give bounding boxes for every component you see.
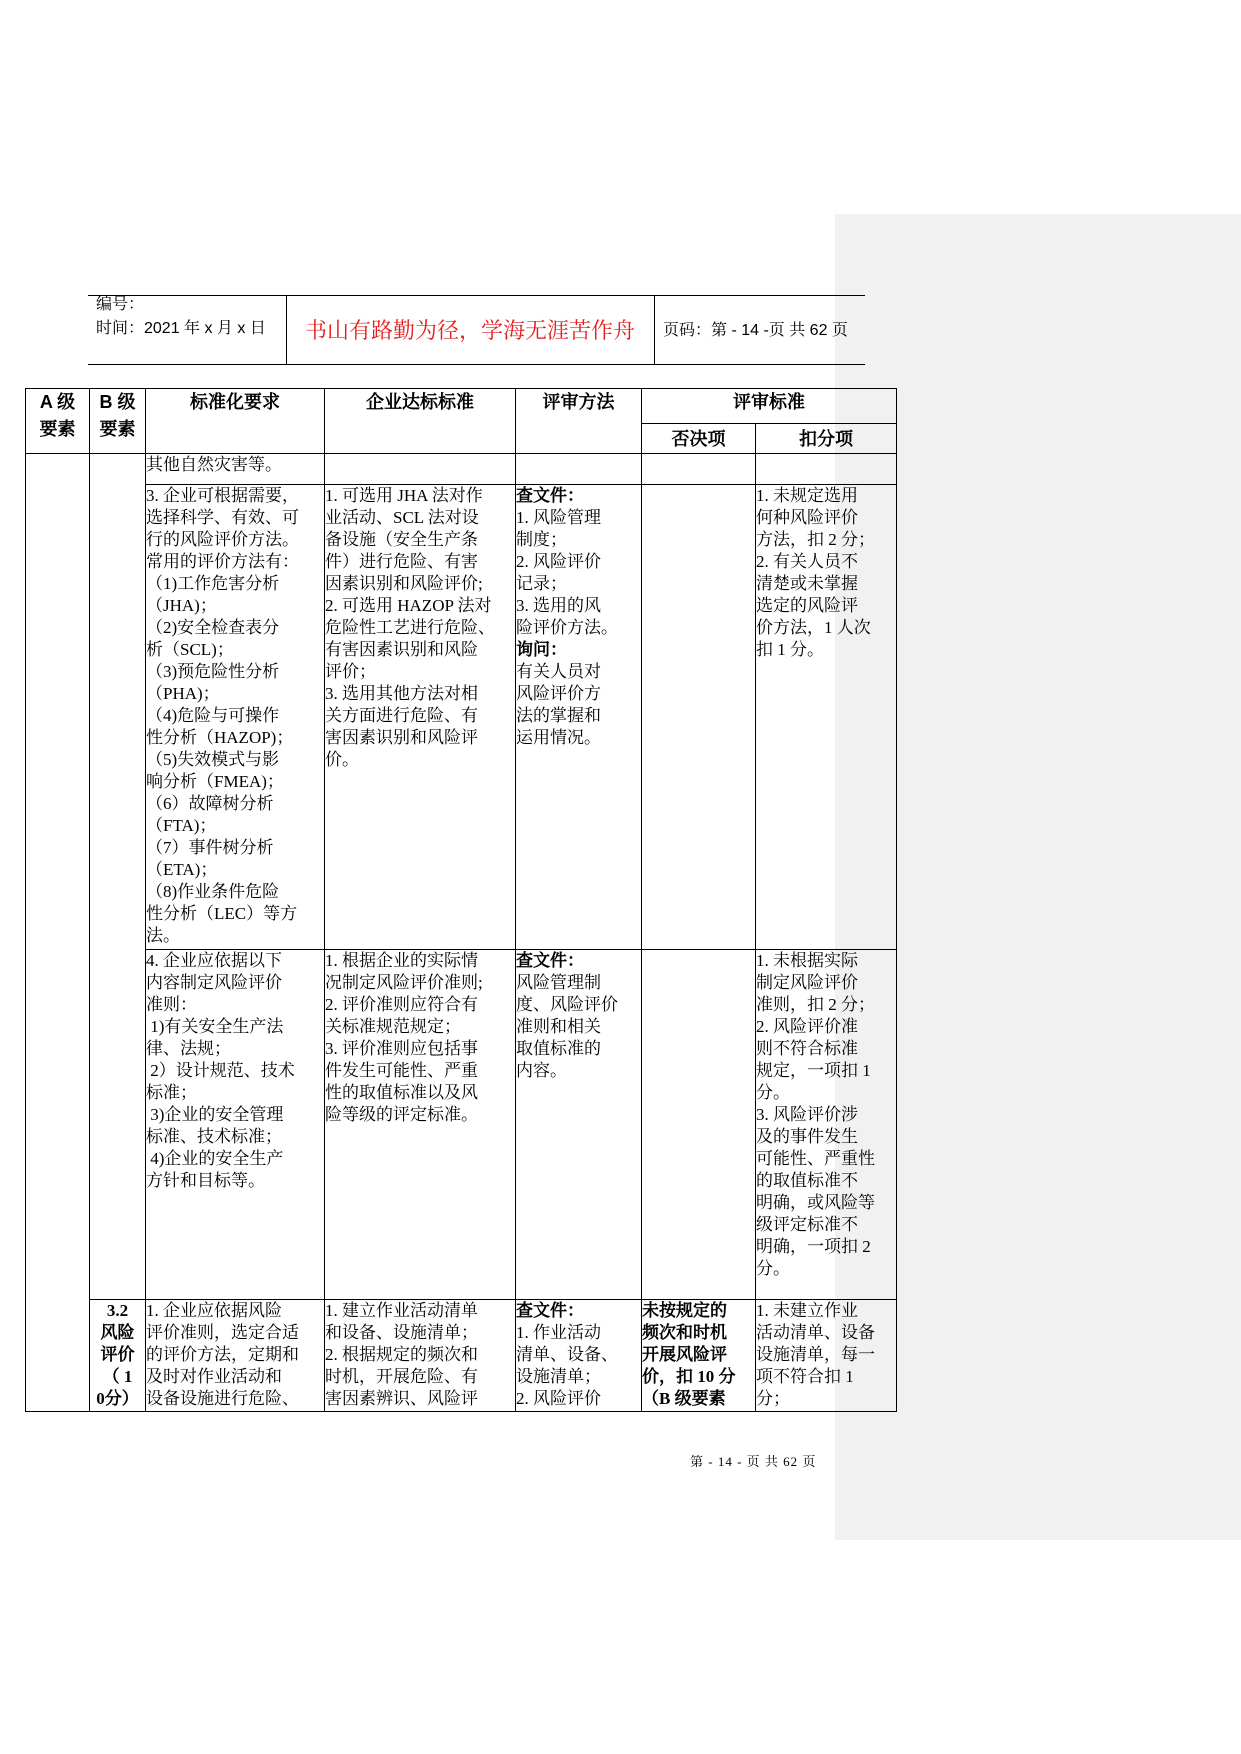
cell-text-line: 2. 有关人员不 xyxy=(756,552,858,571)
veto-cell xyxy=(642,454,756,485)
b-element-cell xyxy=(90,454,146,1300)
review-standard-table xyxy=(25,388,897,1412)
header-a-level-line: A 级 xyxy=(39,392,76,412)
cell-text-line: 制定风险评价 xyxy=(756,973,858,992)
b-element-cell xyxy=(90,1300,146,1412)
cell-text-line: 分。 xyxy=(756,1259,790,1278)
cell-text-line: 方法，扣 2 分； xyxy=(756,530,875,549)
cell-text-line: 1. 可选用 JHA 法对作 xyxy=(325,486,483,505)
cell-text-line: 因素识别和风险评价; xyxy=(325,574,483,593)
cell-text-line: 4. 企业应依据以下 xyxy=(146,951,282,970)
requirement-cell xyxy=(146,485,325,950)
cell-text-line: 未按规定的 xyxy=(642,1301,727,1320)
cell-text-line: 设施清单，每一 xyxy=(756,1345,875,1364)
cell-text-line: 何种风险评价 xyxy=(756,508,858,527)
table-row xyxy=(26,950,897,1300)
cell-text-line: 业活动、SCL 法对设 xyxy=(325,508,479,527)
cell-text-line: （2)安全检查表分 xyxy=(146,618,280,637)
cell-text-line: 开展风险评 xyxy=(642,1345,727,1364)
cell-text-line: 清单、设备、 xyxy=(516,1345,618,1364)
cell-text-line: 评价 xyxy=(100,1345,135,1364)
cell-text-line: 活动清单、设备 xyxy=(756,1323,875,1342)
veto-cell xyxy=(642,485,756,950)
cell-text-line: 常用的评价方法有： xyxy=(146,552,299,571)
cell-text-line: 1. 风险管理 xyxy=(516,508,601,527)
cell-text-line: 危险性工艺进行危险、 xyxy=(325,618,495,637)
cell-text-line: 性分析（HAZOP)； xyxy=(146,728,294,747)
cell-text-line: 有害因素识别和风险 xyxy=(325,640,478,659)
header-top-rule xyxy=(88,295,865,296)
method-heading: 询问： xyxy=(516,640,567,659)
requirement-cell xyxy=(146,950,325,1300)
cell-text-line: 设施清单； xyxy=(516,1367,601,1386)
cell-text-line: 2）设计规范、技术 xyxy=(146,1061,295,1080)
cell-text-line: 害因素识别和风险评 xyxy=(325,728,478,747)
cell-text-line: （7）事件树分析 xyxy=(146,838,274,857)
cell-text-line: 关标准规范规定； xyxy=(325,1017,461,1036)
cell-text-line: 风险 xyxy=(100,1323,135,1342)
cell-text-line: 3. 企业可根据需要， xyxy=(146,486,299,505)
document-number-label: 编号： xyxy=(96,296,145,313)
cell-text-line: 明确，或风险等 xyxy=(756,1193,875,1212)
cell-text-line: 2. 根据规定的频次和 xyxy=(325,1345,478,1364)
cell-text-line: 记录； xyxy=(516,574,567,593)
cell-text-line: （ETA)； xyxy=(146,860,218,879)
cell-text-line: 时机，开展危险、有 xyxy=(325,1367,478,1386)
header-b-level xyxy=(90,389,146,454)
enterprise-standard-cell xyxy=(325,1300,516,1412)
motto: 书山有路勤为径，学海无涯苦作舟 xyxy=(304,318,635,343)
cell-text-line: 性分析（LEC）等方 xyxy=(146,904,298,923)
header-requirement: 标准化要求 xyxy=(146,389,325,454)
cell-text-line: 和设备、设施清单； xyxy=(325,1323,478,1342)
cell-text-line: 3.2 xyxy=(106,1301,129,1320)
cell-text-line: 则不符合标准 xyxy=(756,1039,858,1058)
table-row xyxy=(26,485,897,950)
table-header-row xyxy=(26,389,897,424)
cell-text-line: 律、法规； xyxy=(146,1039,231,1058)
cell-text-line: 内容。 xyxy=(516,1061,567,1080)
cell-text-line: 害因素辨识、风险评 xyxy=(325,1389,478,1408)
cell-text-line: 3. 风险评价涉 xyxy=(756,1105,858,1124)
cell-text-line: 况制定风险评价准则; xyxy=(325,973,483,992)
page-footer: 第 - 14 - 页 共 62 页 xyxy=(690,1454,817,1469)
cell-text-line: 内容制定风险评价 xyxy=(146,973,282,992)
cell-text-line: 评价； xyxy=(325,662,376,681)
cell-text-line: 准则和相关 xyxy=(516,1017,601,1036)
cell-text-line: 1)有关安全生产法 xyxy=(146,1017,284,1036)
header-b-level-line: 要素 xyxy=(99,419,136,439)
cell-text-line: 法的掌握和 xyxy=(516,706,601,725)
cell-text-line: 1. 未根据实际 xyxy=(756,951,858,970)
cell-text-line: 行的风险评价方法。 xyxy=(146,530,299,549)
method-heading: 查文件： xyxy=(516,1301,584,1320)
review-method-cell xyxy=(516,950,642,1300)
header-enterprise-standard: 企业达标标准 xyxy=(325,389,516,454)
cell-text-line: 件）进行危险、有害 xyxy=(325,552,478,571)
cell-text-line: 分； xyxy=(756,1389,790,1408)
cell-text-line: 评价准则，选定合适 xyxy=(146,1323,299,1342)
header-b-level-line: B 级 xyxy=(99,392,136,412)
cell-text-line: 1. 未建立作业 xyxy=(756,1301,858,1320)
cell-text-line: 有关人员对 xyxy=(516,662,601,681)
cell-text-line: （B 级要素 xyxy=(642,1389,726,1408)
cell-text-line: 3)企业的安全管理 xyxy=(146,1105,284,1124)
cell-text-line: 选择科学、有效、可 xyxy=(146,508,299,527)
cell-text-line: 1. 作业活动 xyxy=(516,1323,601,1342)
cell-text-line: 2. 风险评价 xyxy=(516,1389,601,1408)
header-divider xyxy=(654,295,655,365)
header-review-method: 评审方法 xyxy=(516,389,642,454)
table-row xyxy=(26,1300,897,1412)
cell-text-line: 其他自然灾害等。 xyxy=(146,455,282,474)
cell-text-line: 2. 风险评价准 xyxy=(756,1017,858,1036)
cell-text-line: （JHA)； xyxy=(146,596,217,615)
cell-text-line: 制度； xyxy=(516,530,567,549)
cell-text-line: 4)企业的安全生产 xyxy=(146,1149,284,1168)
method-heading: 查文件： xyxy=(516,486,584,505)
cell-text-line: 取值标准的 xyxy=(516,1039,601,1058)
deduction-cell xyxy=(756,1300,897,1412)
cell-text-line: 频次和时机 xyxy=(642,1323,727,1342)
veto-cell xyxy=(642,1300,756,1412)
deduction-cell xyxy=(756,485,897,950)
cell-text-line: 选定的风险评 xyxy=(756,596,858,615)
cell-text-line: 风险管理制 xyxy=(516,973,601,992)
cell-text-line: 扣 1 分。 xyxy=(756,640,824,659)
header-deduction: 扣分项 xyxy=(756,424,897,454)
cell-text-line: 1. 未规定选用 xyxy=(756,486,858,505)
cell-text-line: （5)失效模式与影 xyxy=(146,750,280,769)
cell-text-line: 级评定标准不 xyxy=(756,1215,858,1234)
cell-text-line: 2. 评价准则应符合有 xyxy=(325,995,478,1014)
method-heading: 查文件： xyxy=(516,951,584,970)
cell-text-line: 法。 xyxy=(146,926,180,945)
header-review-criteria: 评审标准 xyxy=(642,389,897,424)
requirement-cell xyxy=(146,454,325,485)
enterprise-standard-cell xyxy=(325,485,516,950)
cell-text-line: 3. 选用其他方法对相 xyxy=(325,684,478,703)
cell-text-line: （PHA)； xyxy=(146,684,220,703)
cell-text-line: 险等级的评定标准。 xyxy=(325,1105,478,1124)
cell-text-line: 价。 xyxy=(325,750,359,769)
cell-text-line: 响分析（FMEA)； xyxy=(146,772,284,791)
document-date: 时间：2021 年 x 月 x 日 xyxy=(96,320,266,337)
cell-text-line: 清楚或未掌握 xyxy=(756,574,858,593)
cell-text-line: 准则： xyxy=(146,995,197,1014)
cell-text-line: 方针和目标等。 xyxy=(146,1171,265,1190)
cell-text-line: 设备设施进行危险、 xyxy=(146,1389,299,1408)
cell-text-line: 运用情况。 xyxy=(516,728,601,747)
cell-text-line: 析（SCL)； xyxy=(146,640,234,659)
cell-text-line: 规定，一项扣 1 xyxy=(756,1061,871,1080)
a-element-cell xyxy=(26,454,90,1412)
cell-text-line: 0分） xyxy=(96,1389,139,1408)
cell-text-line: 的取值标准不 xyxy=(756,1171,858,1190)
cell-text-line: （1)工作危害分析 xyxy=(146,574,280,593)
header-bottom-rule xyxy=(88,364,865,365)
cell-text-line: 可能性、严重性 xyxy=(756,1149,875,1168)
header-veto: 否决项 xyxy=(642,424,756,454)
page-indicator: 页码：第 - 14 -页 共 62 页 xyxy=(663,322,848,339)
review-method-cell xyxy=(516,454,642,485)
cell-text-line: 关方面进行危险、有 xyxy=(325,706,478,725)
cell-text-line: 明确，一项扣 2 xyxy=(756,1237,871,1256)
cell-text-line: 风险评价方 xyxy=(516,684,601,703)
deduction-cell xyxy=(756,950,897,1300)
cell-text-line: （4)危险与可操作 xyxy=(146,706,280,725)
enterprise-standard-cell xyxy=(325,950,516,1300)
header-a-level xyxy=(26,389,90,454)
cell-text-line: 1. 根据企业的实际情 xyxy=(325,951,478,970)
cell-text-line: 3. 选用的风 xyxy=(516,596,601,615)
cell-text-line: 项不符合扣 1 xyxy=(756,1367,854,1386)
cell-text-line: 及的事件发生 xyxy=(756,1127,858,1146)
cell-text-line: （ 1 xyxy=(102,1367,133,1386)
review-method-cell xyxy=(516,485,642,950)
cell-text-line: 及时对作业活动和 xyxy=(146,1367,282,1386)
cell-text-line: 1. 建立作业活动清单 xyxy=(325,1301,478,1320)
cell-text-line: 险评价方法。 xyxy=(516,618,618,637)
cell-text-line: 标准； xyxy=(146,1083,197,1102)
cell-text-line: 性的取值标准以及风 xyxy=(325,1083,478,1102)
cell-text-line: 备设施（安全生产条 xyxy=(325,530,478,549)
cell-text-line: （3)预危险性分析 xyxy=(146,662,280,681)
cell-text-line: （6）故障树分析 xyxy=(146,794,274,813)
cell-text-line: 1. 企业应依据风险 xyxy=(146,1301,282,1320)
enterprise-standard-cell xyxy=(325,454,516,485)
cell-text-line: 准则，扣 2 分； xyxy=(756,995,875,1014)
veto-cell xyxy=(642,950,756,1300)
requirement-cell xyxy=(146,1300,325,1412)
cell-text-line: 件发生可能性、严重 xyxy=(325,1061,478,1080)
cell-text-line: 度、风险评价 xyxy=(516,995,618,1014)
table-row xyxy=(26,454,897,485)
cell-text-line: 3. 评价准则应包括事 xyxy=(325,1039,478,1058)
cell-text-line: 价方法，1 人次 xyxy=(756,618,871,637)
cell-text-line: 标准、技术标准； xyxy=(146,1127,282,1146)
cell-text-line: 2. 风险评价 xyxy=(516,552,601,571)
review-method-cell xyxy=(516,1300,642,1412)
cell-text-line: 分。 xyxy=(756,1083,790,1102)
header-a-level-line: 要素 xyxy=(39,419,76,439)
cell-text-line: 的评价方法，定期和 xyxy=(146,1345,299,1364)
cell-text-line: 2. 可选用 HAZOP 法对 xyxy=(325,596,492,615)
cell-text-line: （8)作业条件危险 xyxy=(146,882,280,901)
cell-text-line: 价，扣 10 分 xyxy=(642,1367,736,1386)
cell-text-line: （FTA)； xyxy=(146,816,217,835)
deduction-cell xyxy=(756,454,897,485)
